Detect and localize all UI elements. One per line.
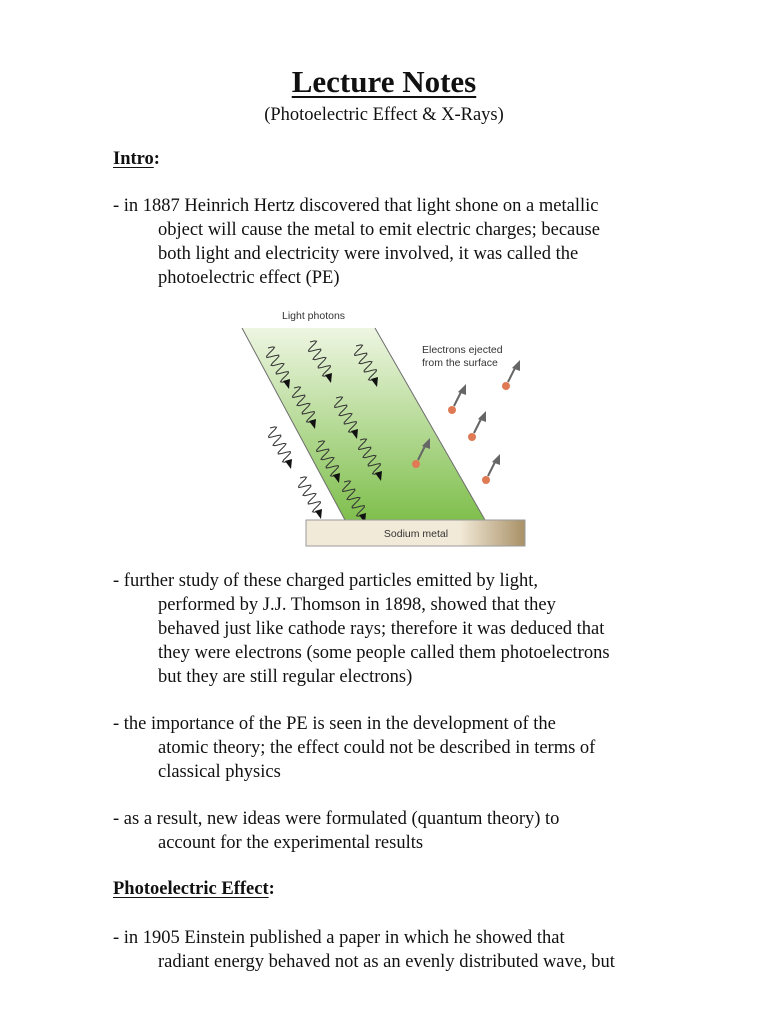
electron-dot — [468, 433, 476, 441]
bullet-line: - the importance of the PE is seen in the development of the — [113, 714, 556, 734]
intro-heading — [113, 147, 160, 171]
electron-dot — [482, 476, 490, 484]
sodium-metal-label: Sodium metal — [383, 528, 449, 540]
electron-arrowhead — [512, 360, 520, 371]
photoelectric-figure — [240, 300, 530, 550]
bullet-line: but they are still regular electrons) — [158, 667, 413, 687]
bullet-thomson — [113, 569, 673, 689]
bullet-line: - further study of these charged particles emitted by light, — [113, 571, 539, 591]
bullet-line: object will cause the metal to emit electric charges; because — [158, 220, 600, 240]
bullet-line: they were electrons (some people called them photoelectrons — [158, 643, 610, 663]
bullet-hertz — [113, 194, 673, 290]
bullet-importance — [113, 712, 673, 784]
photon-wave — [299, 477, 321, 512]
electron-arrowhead — [458, 384, 466, 395]
page-title — [0, 62, 768, 102]
bullet-line: photoelectric effect (PE) — [158, 268, 340, 288]
intro-heading-text: Intro — [113, 149, 154, 169]
bullet-line: behaved just like cathode rays; therefore it was deduced that — [158, 619, 605, 639]
electron-arrowhead — [492, 454, 500, 465]
electrons-label-line2: from the surface — [422, 357, 498, 369]
bullet-line: performed by J.J. Thomson in 1898, showed that they — [158, 595, 556, 615]
page-subtitle: (Photoelectric Effect & X-Rays) — [264, 105, 504, 125]
electrons-label-line1: Electrons ejected — [422, 344, 503, 356]
bullet-einstein — [113, 926, 673, 974]
bullet-line: atomic theory; the effect could not be described in terms of — [158, 738, 596, 758]
bullet-line: - in 1905 Einstein published a paper in which he showed that — [113, 928, 565, 948]
bullet-line: classical physics — [158, 762, 281, 782]
photon-arrowhead — [315, 509, 322, 519]
electron-arrowhead — [478, 411, 486, 422]
electron-dot — [502, 382, 510, 390]
title-text: Lecture Notes — [291, 64, 477, 99]
photon-arrowhead — [285, 459, 292, 469]
photoelectric-heading-colon: : — [268, 879, 275, 899]
electron-dot — [448, 406, 456, 414]
light-photons-label: Light photons — [282, 310, 346, 322]
bullet-line: - in 1887 Heinrich Hertz discovered that light shone on a metallic — [113, 196, 599, 216]
bullet-quantum — [113, 807, 673, 855]
photon-wave — [269, 427, 291, 462]
bullet-line: both light and electricity were involved, it was called the — [158, 244, 579, 264]
electron-dot — [412, 460, 420, 468]
bullet-line: radiant energy behaved not as an evenly distributed wave, but — [158, 952, 615, 972]
bullet-line: - as a result, new ideas were formulated (quantum theory) to — [113, 809, 560, 829]
intro-heading-colon: : — [153, 149, 160, 169]
bullet-line: account for the experimental results — [158, 833, 424, 853]
photoelectric-heading-text: Photoelectric Effect — [113, 879, 269, 899]
photoelectric-heading — [113, 877, 275, 901]
